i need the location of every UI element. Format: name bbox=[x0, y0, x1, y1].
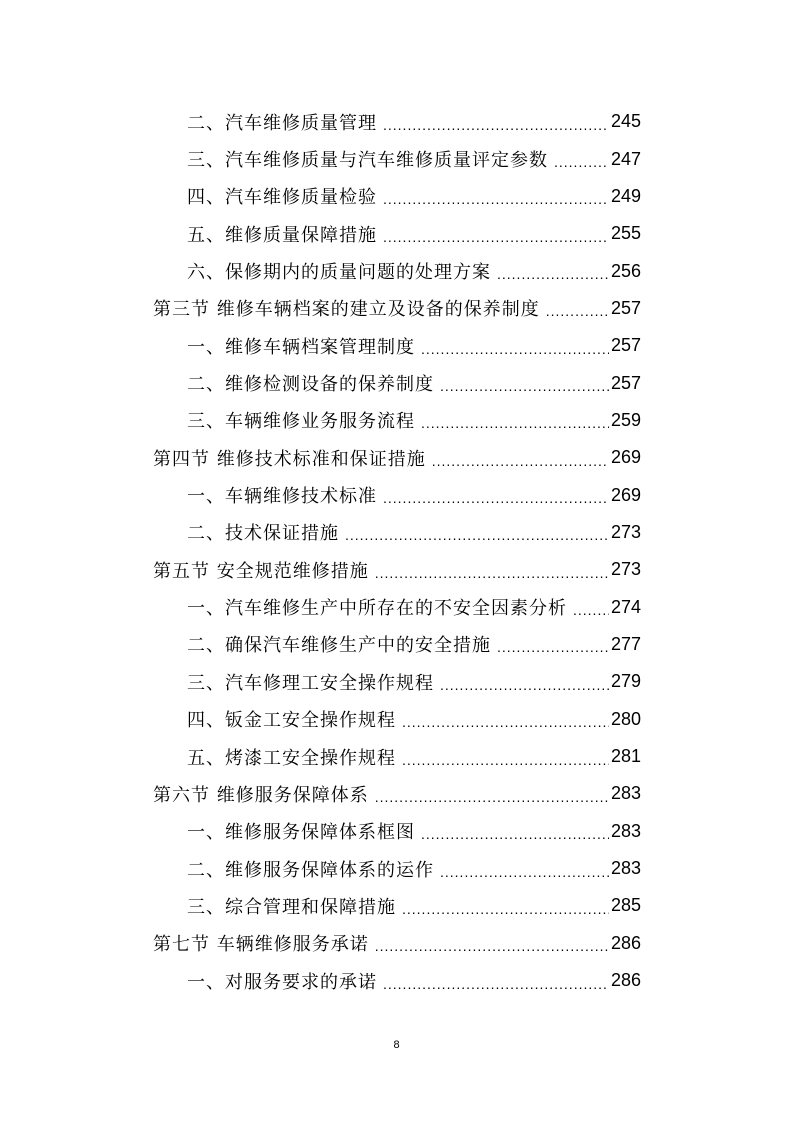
toc-entry[interactable] bbox=[0, 178, 793, 215]
toc-entry[interactable] bbox=[0, 813, 793, 850]
toc-leader-dots bbox=[383, 230, 609, 244]
toc-leader-dots bbox=[440, 379, 609, 393]
toc-leader-dots bbox=[375, 790, 609, 804]
toc-entry[interactable] bbox=[0, 327, 793, 364]
toc-entry-page: 269 bbox=[610, 447, 641, 468]
toc-leader-dots bbox=[383, 977, 609, 991]
toc-entry-label: 一、车辆维修技术标准 bbox=[187, 486, 377, 508]
toc-leader-dots bbox=[421, 342, 609, 356]
toc-entry[interactable] bbox=[0, 588, 793, 625]
toc-entry-page: 274 bbox=[610, 596, 641, 617]
toc-entry[interactable] bbox=[0, 252, 793, 289]
toc-entry[interactable] bbox=[0, 514, 793, 551]
toc-entry[interactable] bbox=[0, 701, 793, 738]
toc-leader-dots bbox=[440, 865, 609, 879]
toc-entry-label: 六、保修期内的质量问题的处理方案 bbox=[187, 262, 491, 284]
toc-entry[interactable] bbox=[0, 962, 793, 999]
toc-leader-dots bbox=[440, 678, 609, 692]
toc-section-entry[interactable] bbox=[0, 925, 793, 962]
toc-entry-page: 286 bbox=[610, 932, 641, 953]
toc-entry-label: 第四节 维修技术标准和保证措施 bbox=[153, 448, 426, 470]
toc-entry-page: 259 bbox=[610, 409, 641, 430]
toc-entry-label: 五、烤漆工安全操作规程 bbox=[187, 747, 396, 769]
toc-leader-dots bbox=[383, 118, 609, 132]
toc-entry-page: 285 bbox=[610, 895, 641, 916]
toc-entry-page: 283 bbox=[610, 820, 641, 841]
toc-leader-dots bbox=[573, 603, 609, 617]
toc-section-entry[interactable] bbox=[0, 439, 793, 476]
toc-entry-page: 273 bbox=[610, 559, 641, 580]
toc-entry-label: 三、汽车维修质量与汽车维修质量评定参数 bbox=[187, 150, 548, 172]
toc-entry-page: 257 bbox=[610, 297, 641, 318]
toc-entry[interactable] bbox=[0, 626, 793, 663]
toc-entry-page: 245 bbox=[610, 111, 641, 132]
table-of-contents bbox=[0, 103, 793, 999]
toc-entry-label: 三、汽车修理工安全操作规程 bbox=[187, 672, 434, 694]
toc-entry[interactable] bbox=[0, 738, 793, 775]
toc-entry[interactable] bbox=[0, 476, 793, 513]
toc-entry-page: 256 bbox=[610, 260, 641, 281]
toc-entry-label: 一、维修服务保障体系框图 bbox=[187, 822, 415, 844]
toc-entry-label: 五、维修质量保障措施 bbox=[187, 224, 377, 246]
toc-entry-label: 二、确保汽车维修生产中的安全措施 bbox=[187, 635, 491, 657]
toc-entry-page: 273 bbox=[610, 521, 641, 542]
toc-section-entry[interactable] bbox=[0, 775, 793, 812]
toc-section-entry[interactable] bbox=[0, 551, 793, 588]
toc-entry[interactable] bbox=[0, 103, 793, 140]
toc-entry-page: 269 bbox=[610, 484, 641, 505]
toc-entry[interactable] bbox=[0, 364, 793, 401]
toc-leader-dots bbox=[383, 192, 609, 206]
toc-entry[interactable] bbox=[0, 402, 793, 439]
toc-leader-dots bbox=[375, 939, 609, 953]
toc-leader-dots bbox=[421, 416, 609, 430]
toc-leader-dots bbox=[432, 454, 609, 468]
toc-leader-dots bbox=[402, 753, 609, 767]
toc-entry[interactable] bbox=[0, 215, 793, 252]
toc-entry-label: 第三节 维修车辆档案的建立及设备的保养制度 bbox=[153, 299, 540, 321]
toc-entry-label: 第七节 车辆维修服务承诺 bbox=[153, 934, 369, 956]
page-number: 8 bbox=[393, 1039, 400, 1051]
toc-leader-dots bbox=[383, 491, 609, 505]
toc-entry-label: 四、汽车维修质量检验 bbox=[187, 187, 377, 209]
toc-entry-page: 279 bbox=[610, 671, 641, 692]
toc-entry-label: 一、汽车维修生产中所存在的不安全因素分析 bbox=[187, 598, 567, 620]
toc-leader-dots bbox=[546, 304, 609, 318]
toc-entry-page: 286 bbox=[610, 970, 641, 991]
toc-entry-page: 247 bbox=[610, 148, 641, 169]
toc-section-entry[interactable] bbox=[0, 290, 793, 327]
toc-entry-label: 一、维修车辆档案管理制度 bbox=[187, 336, 415, 358]
toc-entry-page: 277 bbox=[610, 633, 641, 654]
toc-leader-dots bbox=[554, 155, 609, 169]
toc-entry-page: 283 bbox=[610, 858, 641, 879]
toc-entry-label: 第六节 维修服务保障体系 bbox=[153, 784, 369, 806]
toc-entry-page: 255 bbox=[610, 223, 641, 244]
toc-leader-dots bbox=[421, 827, 609, 841]
toc-entry-page: 257 bbox=[610, 335, 641, 356]
toc-entry-label: 二、维修服务保障体系的运作 bbox=[187, 859, 434, 881]
toc-leader-dots bbox=[497, 640, 609, 654]
toc-entry-page: 280 bbox=[610, 708, 641, 729]
toc-entry-page: 249 bbox=[610, 185, 641, 206]
toc-entry-label: 第五节 安全规范维修措施 bbox=[153, 560, 369, 582]
toc-entry[interactable] bbox=[0, 887, 793, 924]
toc-leader-dots bbox=[345, 528, 609, 542]
toc-leader-dots bbox=[375, 566, 609, 580]
toc-entry-label: 一、对服务要求的承诺 bbox=[187, 971, 377, 993]
toc-entry[interactable] bbox=[0, 140, 793, 177]
toc-entry-label: 四、钣金工安全操作规程 bbox=[187, 710, 396, 732]
toc-entry-page: 283 bbox=[610, 783, 641, 804]
toc-entry[interactable] bbox=[0, 663, 793, 700]
toc-entry-page: 257 bbox=[610, 372, 641, 393]
toc-entry-page: 281 bbox=[610, 746, 641, 767]
toc-leader-dots bbox=[402, 715, 609, 729]
toc-leader-dots bbox=[402, 902, 609, 916]
toc-entry-label: 二、维修检测设备的保养制度 bbox=[187, 374, 434, 396]
toc-leader-dots bbox=[497, 267, 609, 281]
toc-entry-label: 二、技术保证措施 bbox=[187, 523, 339, 545]
toc-entry[interactable] bbox=[0, 850, 793, 887]
toc-entry-label: 二、汽车维修质量管理 bbox=[187, 112, 377, 134]
toc-entry-label: 三、综合管理和保障措施 bbox=[187, 896, 396, 918]
toc-entry-label: 三、车辆维修业务服务流程 bbox=[187, 411, 415, 433]
